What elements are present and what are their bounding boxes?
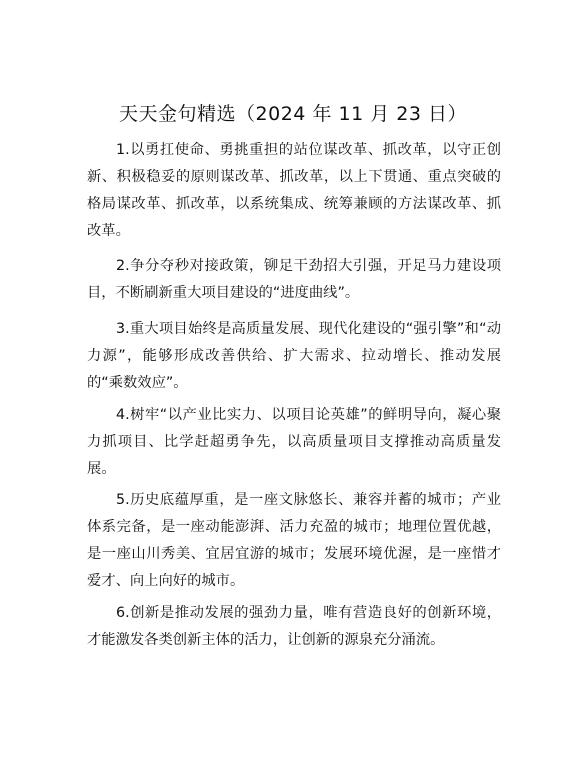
paragraph-5: 5.历史底蕴厚重，是一座文脉悠长、兼容并蓄的城市；产业体系完备，是一座动能澎湃、活力充盈的城市；地理位置优越，是一座山川秀美、宜居宜游的城市；发展环境优渥，是一座惜才爱才、向上向好的城市。 xyxy=(87,492,501,589)
paragraph-4: 4.树牢“以产业比实力、以项目论英雄”的鲜明导向，凝心聚力抓项目、比学赶超勇争先，以高质量项目支撑推动高质量发展。 xyxy=(87,407,501,477)
document-title: 天天金句精选（2024 年 11 月 23 日） xyxy=(119,103,467,125)
paragraph-6: 6.创新是推动发展的强劲力量，唯有营造良好的创新环境，才能激发各类创新主体的活力，让创新的源泉充分涌流。 xyxy=(87,605,501,648)
paragraph-2: 2.争分夺秒对接政策，铆足干劲招大引强，开足马力建设项目，不断刷新重大项目建设的“进度曲线”。 xyxy=(87,258,501,301)
paragraph-1: 1.以勇扛使命、勇挑重担的站位谋改革、抓改革，以守正创新、积极稳妥的原则谋改革、抓改革，以上下贯通、重点突破的格局谋改革、抓改革，以系统集成、统筹兼顾的方法谋改革、抓改革。 xyxy=(87,142,501,239)
paragraph-3: 3.重大项目始终是高质量发展、现代化建设的“强引擎”和“动力源”，能够形成改善供给、扩大需求、拉动增长、推动发展的“乘数效应”。 xyxy=(87,321,501,391)
